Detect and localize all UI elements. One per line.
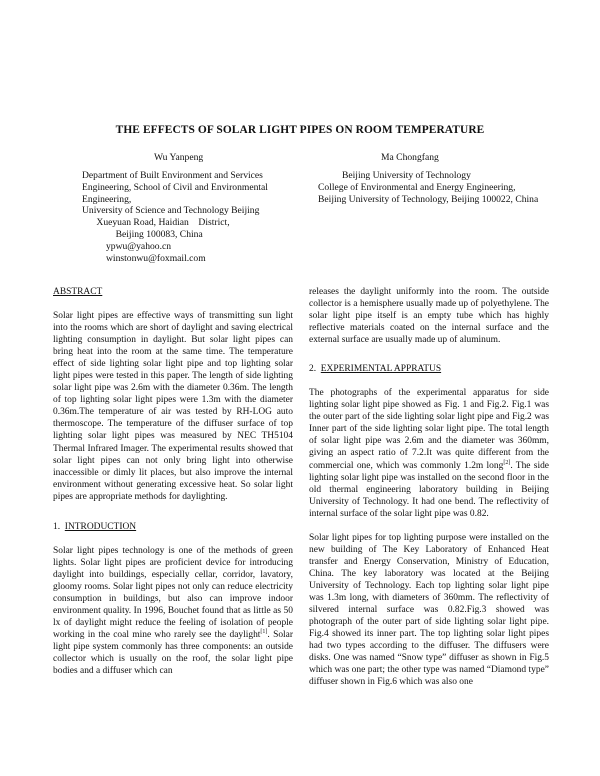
affiliation-line: Department of Built Environment and Services — [82, 170, 263, 181]
author-1-affiliation — [82, 170, 268, 264]
section-2-paragraph-2: Solar light pipes for top lighting purpose were installed on the new building of The Key Laboratory of Enhanced Heat transfer and Energy Conservation, Ministry of Education, China. The key laboratory was located at the Beijing University of Technology. Each top lighting solar light pipe was 1.3m long, with diameters of 360mm. The reflectivity of silvered internal surface was 0.82.Fig.3 showed was photograph of the outer part of side lighting solar light pipe. Fig.4 showed its inner part. The top lighting solar light pipes had two types according to the diffuser. The diffusers were disks. One was named “Snow type” diffuser as shown in Fig.5 which was one part; the other type was named “Diamond type” diffuser shown in Fig.6 which was also one — [309, 532, 549, 688]
author-email: ypwu@yahoo.cn — [82, 240, 172, 252]
left-column — [53, 286, 293, 689]
author-email: winstonwu@foxmail.com — [82, 252, 206, 264]
abstract-text: Solar light pipes are effective ways of transmitting sun light into the rooms which are short of daylight and saving electrical lighting consumption in daylight. But solar light pipes can bring heat into the room at the same time. The temperature effect of side lighting solar light pipe and top lighting solar light pipes were tested in this paper. The length of side lighting solar light pipe was 2.6m with the diameter 0.36m. The length of top lighting solar light pipes were 1.3m with the diameter 0.36m.The temperature of air was tested by RH-LOG auto thermoscope. The temperature of the diffuser surface of top lighting solar light pipes was measured by NEC TH5104 Thermal Infrared Imager. The experimental results showed that solar light pipes can not only bring light into otherwise inaccessible or dimly lit places, but also improve the internal environment without generating excessive heat. So solar light pipes are appropriate methods for daylighting. — [53, 311, 293, 502]
abstract-heading: ABSTRACT — [53, 287, 103, 297]
section-number: 1. — [53, 521, 61, 532]
intro-text: Solar light pipes technology is one of the methods of green lights. Solar light pipes are proficient device for introducing daylight into buildings, especially cellar, corridor, lavatory, gloomy rooms. Solar light pipes not only can reduce electricity consumption in buildings, but also can improve indoor environment quality. In 1996, Bouchet found that as little as 50 lx of daylight might reduce the feeling of isolation of people working in the coal mine who rarely see the daylight[1]. Solar light pipe system commonly has three components: an outside collector which is usually on the roof, the solar light pipe bodies and a diffuser which can — [53, 545, 294, 677]
right-column — [309, 286, 549, 700]
paper-title: THE EFFECTS OF SOLAR LIGHT PIPES ON ROOM TEMPERATURE — [115, 124, 485, 136]
affiliation-line: Engineering, — [82, 193, 132, 205]
author-2-affiliation — [318, 170, 538, 205]
affiliation-line: Beijing 100083, China — [82, 228, 203, 240]
section-title: INTRODUCTION — [64, 521, 137, 532]
affiliation-line: Beijing University of Technology, Beijing 100022, China — [318, 193, 539, 205]
section-1-heading — [53, 521, 293, 533]
section-number: 2. — [309, 364, 317, 375]
affiliation-line: Xueyuan Road, Haidian District, — [82, 217, 230, 229]
affiliation-line: Beijing University of Technology — [318, 170, 471, 181]
citation-ref: [1] — [260, 628, 268, 635]
author-name-1: Wu Yanpeng — [154, 152, 204, 163]
affiliation-line: College of Environmental and Energy Engineering, — [318, 181, 516, 193]
affiliation-line: Engineering, School of Civil and Environmental — [82, 181, 268, 193]
section-2-heading — [309, 363, 549, 375]
section-title: EXPERIMENTAL APPRATUS — [320, 364, 442, 375]
citation-ref: [2] — [503, 459, 511, 466]
intro-continued-text: releases the daylight uniformly into the room. The outside collector is a hemisphere usually made up of polyethylene. The solar light pipe itself is an empty tube which has highly reflective materials coated on the internal surface and the external surface are usually made up of aluminum. — [309, 287, 549, 346]
author-name-2: Ma Chongfang — [381, 152, 439, 163]
section-2-paragraph-1: The photographs of the experimental apparatus for side lighting solar light pipe showed as Fig. 1 and Fig.2. Fig.1 was the outer part of the side lighting solar light pipe and Fig.2 was Inner part of the side lighting solar light pipe. The total length of solar light pipe was 2.6m and the diameter was 360mm, giving an aspect ratio of 7.2.It was quite different from the commercial one, which was commonly 1.2m long[2]. The side lighting solar light pipe was installed on the second floor in the old thermal engineering laboratory building in Beijing University of Technology. It had one bend. The reflectivity of internal surface of the solar light pipe was 0.82. — [309, 388, 549, 519]
affiliation-line: University of Science and Technology Beijing — [82, 205, 260, 217]
